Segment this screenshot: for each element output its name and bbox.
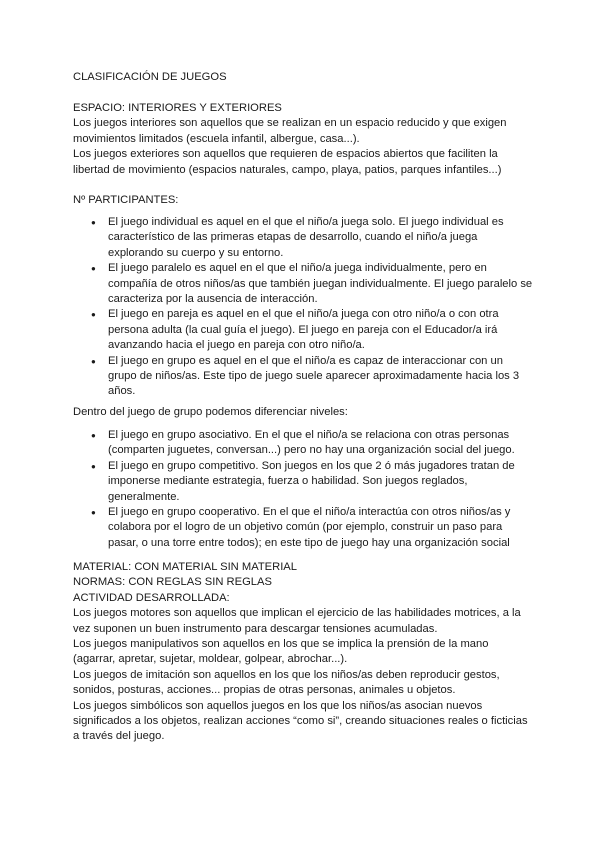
- material-line: MATERIAL: CON MATERIAL SIN MATERIAL: [73, 561, 297, 573]
- grupo-intro: Dentro del juego de grupo podemos diferenciar niveles:: [73, 406, 348, 418]
- actividad-paragraph-imitacion: Los juegos de imitación son aquellos en los que los niños/as deben reproducir gestos, sonidos, posturas, acciones... propias de otras personas, animales u objetos.: [73, 668, 500, 697]
- list-item: ● El juego paralelo es aquel en el que el niño/a juega individualmente, pero en compañía de otros niños/as que también juegan individualmente. El juego paralelo se caracteriza por la ausencia de interacción.: [73, 261, 533, 307]
- list-item: ● El juego en grupo cooperativo. En el que el niño/a interactúa con otros niños/as y colabora por el logro de un objetivo común (por ejemplo, construir un paso para pasar, o una torre entre todos); en este tipo de juego hay una organización social: [73, 505, 533, 551]
- actividad-paragraph-motores: Los juegos motores son aquellos que implican el ejercicio de las habilidades motrices, a la vez suponen un buen instrumento para descargar tensiones acumuladas.: [73, 607, 521, 635]
- actividad-heading: ACTIVIDAD DESARROLLADA:: [73, 591, 230, 604]
- normas-line: NORMAS: CON REGLAS SIN REGLAS: [73, 576, 272, 589]
- espacio-paragraph-interiores: Los juegos interiores son aquellos que se realizan en un espacio reducido y que exigen movimientos limitados (escuela infantil, albergue, casa...).: [73, 117, 507, 145]
- list-item: ● El juego en grupo competitivo. Son juegos en los que 2 ó más jugadores tratan de imponerse mediante estrategia, fuerza o habilidad. Son juegos reglados, generalmente.: [73, 459, 533, 505]
- list-item: ● El juego en pareja es aquel en el que el niño/a juega con otro niño/a o con otra persona adulta (la cual guía el juego). El juego en pareja con el Educador/a irá avanzando hacia el juego en pareja con otro niño/a.: [73, 307, 533, 353]
- espacio-heading: ESPACIO: INTERIORES Y EXTERIORES: [73, 102, 282, 114]
- list-item: ● El juego en grupo asociativo. En el que el niño/a se relaciona con otras personas (comparten juguetes, conversan...) pero no hay una organización social del juego.: [73, 428, 533, 459]
- espacio-paragraph-exteriores: Los juegos exteriores son aquellos que requieren de espacios abiertos que faciliten la libertad de movimiento (espacios naturales, campo, playa, patios, parques infantiles...): [73, 148, 502, 176]
- grupo-list: [73, 428, 533, 551]
- participantes-list: [73, 215, 533, 400]
- list-item: ● El juego individual es aquel en el que el niño/a juega solo. El juego individual es característico de las primeras etapas de desarrollo, cuando el niño/a juega explorando su cuerpo y su entorno.: [73, 215, 533, 261]
- document-title: CLASIFICACIÓN DE JUEGOS: [73, 71, 227, 83]
- actividad-paragraph-simbolicos: Los juegos simbólicos son aquellos juegos en los que los niños/as asocian nuevos significados a los objetos, realizan acciones “como si”, creando situaciones reales o ficticias a través del juego.: [73, 699, 528, 743]
- list-item: ● El juego en grupo es aquel en el que el niño/a es capaz de interaccionar con un grupo de niños/as. Este tipo de juego suele aparecer aproximadamente hacia los 3 años.: [73, 354, 533, 400]
- section-espacio: [73, 101, 533, 178]
- section-clasificacion-extra: [73, 560, 533, 745]
- participantes-heading: Nº PARTICIPANTES:: [73, 194, 179, 206]
- actividad-paragraph-manipulativos: Los juegos manipulativos son aquellos en los que se implica la prensión de la mano (agarrar, apretar, sujetar, moldear, golpear, abrochar...).: [73, 638, 489, 666]
